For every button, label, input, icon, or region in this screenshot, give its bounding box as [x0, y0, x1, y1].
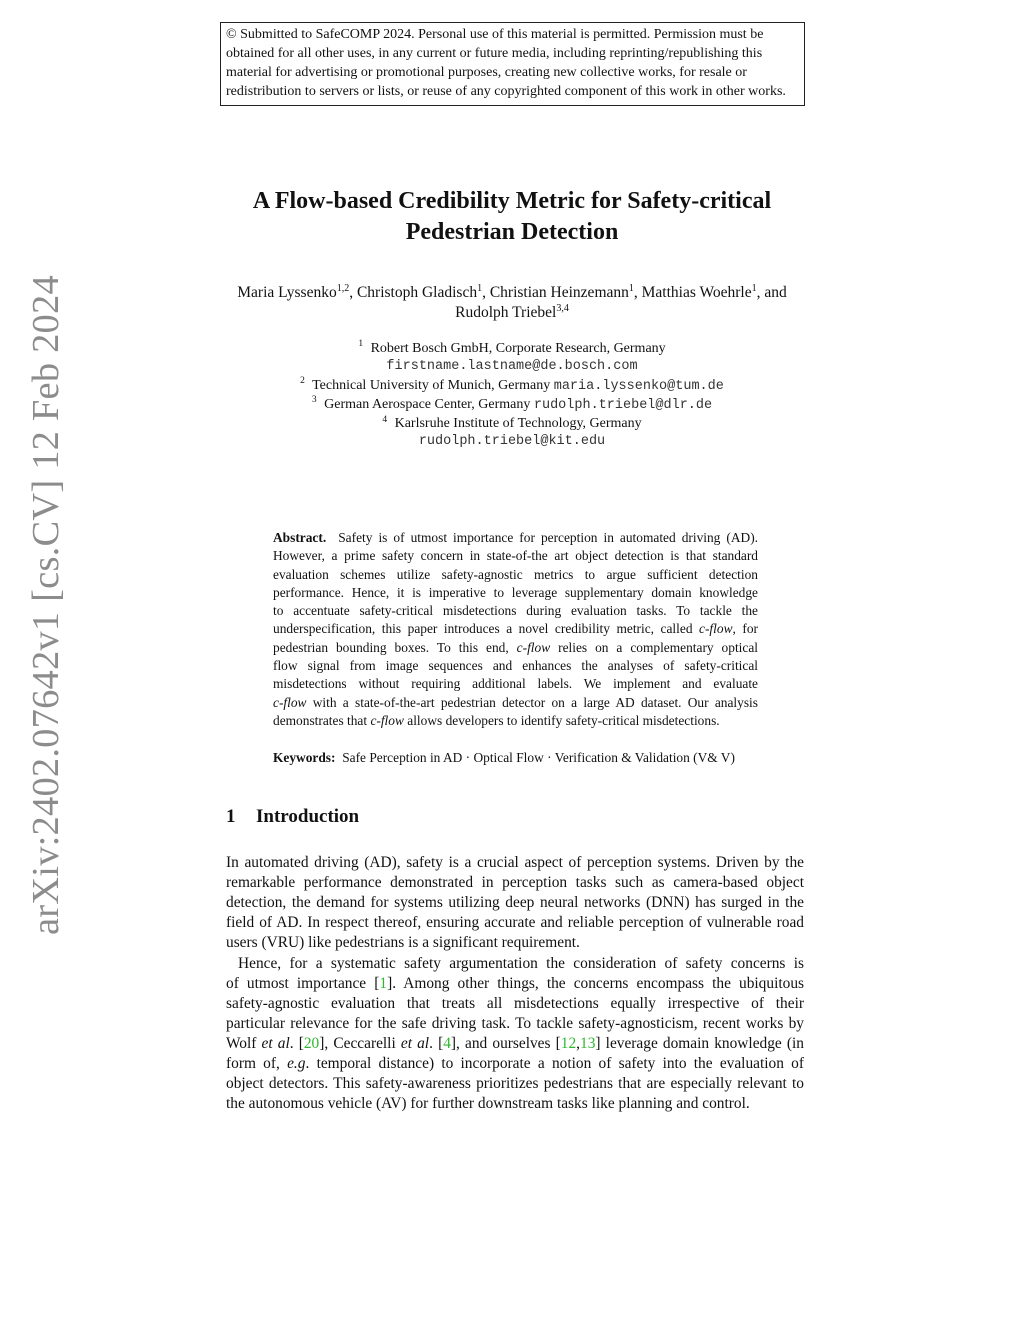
paragraph [226, 954, 804, 1114]
text-line: detection, the demand for systems utilizing deep neural networks (DNN) has surged in the [226, 894, 804, 911]
text-line [226, 974, 804, 994]
text-span: of utmost importance [ [226, 975, 380, 992]
author-separator: , [482, 284, 490, 301]
text-line [226, 1034, 804, 1054]
abstract-line [273, 620, 758, 638]
abstract-line [273, 712, 758, 730]
affiliation-email: maria.lyssenko@tum.de [553, 378, 724, 394]
keyword-separator: · [543, 750, 555, 765]
abstract-text: Safety is of utmost importance for perception in automated driving (AD). [338, 530, 759, 545]
text-line: field of AD. In respect thereof, ensuring accurate and reliable perception of vulnerable road [226, 914, 804, 931]
author-name: Christian Heinzemann [489, 284, 629, 301]
abstract-line [273, 584, 758, 602]
abstract-label: Abstract. [273, 530, 327, 545]
section-title: Introduction [256, 806, 360, 827]
copyright-line: redistribution to servers or lists, or reuse of any copyrighted component of this work in other works. [226, 84, 786, 99]
citation-link[interactable]: 20 [303, 1035, 320, 1052]
text-span: . [ [289, 1035, 304, 1052]
author-name: Christoph Gladisch [356, 284, 478, 301]
text-line: the autonomous vehicle (AV) for further downstream tasks like planning and control. [226, 1095, 750, 1112]
keyword-separator: · [462, 750, 474, 765]
text-line: remarkable performance demonstrated in perception tasks such as camera-based object [226, 874, 804, 891]
text-span: et al [400, 1035, 430, 1052]
abstract-line [273, 566, 758, 584]
affiliation-number: 1 [358, 339, 364, 350]
author-name: Matthias Woehrle [641, 284, 752, 301]
text-span: ], Ceccarelli [319, 1035, 401, 1052]
section-number: 1 [226, 806, 236, 827]
author-name: Maria Lyssenko [237, 284, 337, 301]
affiliation-number: 4 [382, 414, 388, 425]
metric-name: c-flow [273, 694, 307, 710]
text-span: form of, [226, 1055, 288, 1072]
abstract-text: evaluation schemes utilize safety-agnostic metrics to argue sufficient detection [273, 566, 758, 582]
paper-title [200, 186, 824, 248]
citation-link[interactable]: 12 [560, 1035, 577, 1052]
affiliation [200, 396, 824, 415]
paragraph [226, 853, 804, 953]
text-line: object detectors. This safety-awareness prioritizes pedestrians that are especially relevant to [226, 1075, 804, 1092]
abstract-line [273, 675, 758, 693]
citation-link[interactable]: 1 [379, 975, 388, 992]
abstract-text: demonstrates that [273, 712, 371, 728]
author-affiliation-mark: 1 [751, 282, 757, 294]
text-span: . [ [429, 1035, 444, 1052]
copyright-line: material for advertising or promotional purposes, creating new collective works, for resale or [226, 65, 747, 80]
affiliation-email: firstname.lastname@de.bosch.com [386, 359, 638, 375]
text-span: Wolf [226, 1035, 262, 1052]
arxiv-identifier: arXiv:2402.07642v1 [cs.CV] 12 Feb 2024 [25, 275, 67, 935]
abstract-text: , for [732, 621, 758, 637]
metric-name: c-flow [370, 712, 404, 728]
text-line: safety-agnostic evaluation that treats all misdetections equally irrespective of their [226, 995, 804, 1012]
metric-name: c-flow [516, 639, 551, 655]
keywords [273, 749, 793, 767]
affiliation-name: Robert Bosch GmbH, Corporate Research, Germany [370, 341, 666, 356]
abstract-line [273, 529, 758, 547]
abstract-text: underspecification, this paper introduces a novel credibility metric, called [273, 621, 700, 637]
affiliation-name: German Aerospace Center, Germany [324, 396, 531, 412]
text-span: ] leverage domain knowledge (in [595, 1035, 804, 1052]
affiliation-email: rudolph.triebel@dlr.de [533, 397, 713, 413]
text-span: ]. Among other things, the concerns encompass the ubiquitous [387, 975, 804, 992]
author-affiliation-mark: 3,4 [556, 302, 569, 314]
affiliation-list [200, 340, 824, 452]
citation-link[interactable]: 4 [443, 1035, 451, 1052]
copyright-line: obtained for all other uses, in any current or future media, including reprinting/republishing this [226, 46, 763, 61]
text-line: particular relevance for the safe driving task. To tackle safety-agnosticism, recent works by [226, 1015, 804, 1032]
abstract-line [273, 694, 758, 712]
text-line: In automated driving (AD), safety is a crucial aspect of perception systems. Driven by the [226, 854, 804, 871]
keyword: Verification & Validation (V& V) [554, 750, 735, 765]
text-span: ], and ourselves [ [450, 1035, 561, 1052]
author-list [200, 283, 824, 323]
text-span: , [576, 1035, 581, 1052]
author-separator: , and [756, 284, 787, 301]
affiliation-name: Karlsruhe Institute of Technology, Germany [394, 416, 642, 432]
author-separator: , [633, 284, 642, 301]
text-span: e.g [287, 1055, 306, 1072]
keyword: Safe Perception in AD [342, 750, 463, 765]
text-line: Hence, for a systematic safety argumentation the consideration of safety concerns is [238, 955, 804, 972]
abstract-text: flow signal from image sequences and enhances the analyses of safety-critical [273, 658, 758, 674]
abstract-text: However, a prime safety concern in state-of-the art object detection is that standard [273, 548, 758, 564]
abstract-line [273, 639, 758, 657]
copyright-notice [220, 22, 805, 106]
keywords-label: Keywords: [273, 750, 336, 765]
text-span: et al [261, 1035, 290, 1052]
affiliation [200, 340, 824, 358]
author-separator: , [349, 284, 357, 301]
abstract-text: with a state-of-the-art pedestrian detector on a large AD dataset. Our analysis [306, 694, 758, 710]
affiliation-number: 2 [300, 375, 305, 386]
abstract-text: relies on a complementary optical [550, 639, 758, 655]
author-affiliation-mark: 1,2 [336, 282, 350, 294]
abstract-text: performance. Hence, it is imperative to leverage supplementary domain knowledge [273, 584, 758, 600]
affiliation [200, 415, 824, 433]
text-line: users (VRU) like pedestrians is a significant requirement. [226, 934, 580, 951]
text-span: . temporal distance) to incorporate a notion of safety into the evaluation of [305, 1055, 804, 1072]
abstract-text: to accentuate safety-critical misdetections during evaluation tasks. To tackle the [273, 603, 758, 619]
abstract-line [273, 602, 758, 620]
section-heading [226, 805, 359, 829]
author-affiliation-mark: 1 [628, 282, 634, 294]
author-name: Rudolph Triebel [455, 304, 557, 321]
affiliation-email: rudolph.triebel@kit.edu [418, 434, 606, 450]
abstract-text: misdetections without requiring additional labels. We implement and evaluate [273, 676, 758, 692]
title-line: Pedestrian Detection [405, 219, 619, 245]
affiliation-number: 3 [311, 395, 317, 406]
author-affiliation-mark: 1 [477, 282, 483, 294]
abstract-text: pedestrian bounding boxes. To this end, [273, 639, 517, 655]
title-line: A Flow-based Credibility Metric for Safety-critical [252, 188, 772, 214]
copyright-line: © Submitted to SafeCOMP 2024. Personal use of this material is permitted. Permission must be [226, 27, 764, 42]
text-line [226, 1054, 804, 1074]
abstract-line [273, 547, 758, 565]
abstract-line [273, 657, 758, 675]
affiliation-name: Technical University of Munich, Germany [312, 377, 551, 393]
abstract [273, 529, 758, 730]
keyword: Optical Flow [473, 750, 544, 765]
abstract-text: allows developers to identify safety-critical misdetections. [403, 712, 720, 728]
affiliation [200, 377, 824, 396]
citation-link[interactable]: 13 [580, 1035, 596, 1052]
metric-name: c-flow [699, 621, 733, 637]
